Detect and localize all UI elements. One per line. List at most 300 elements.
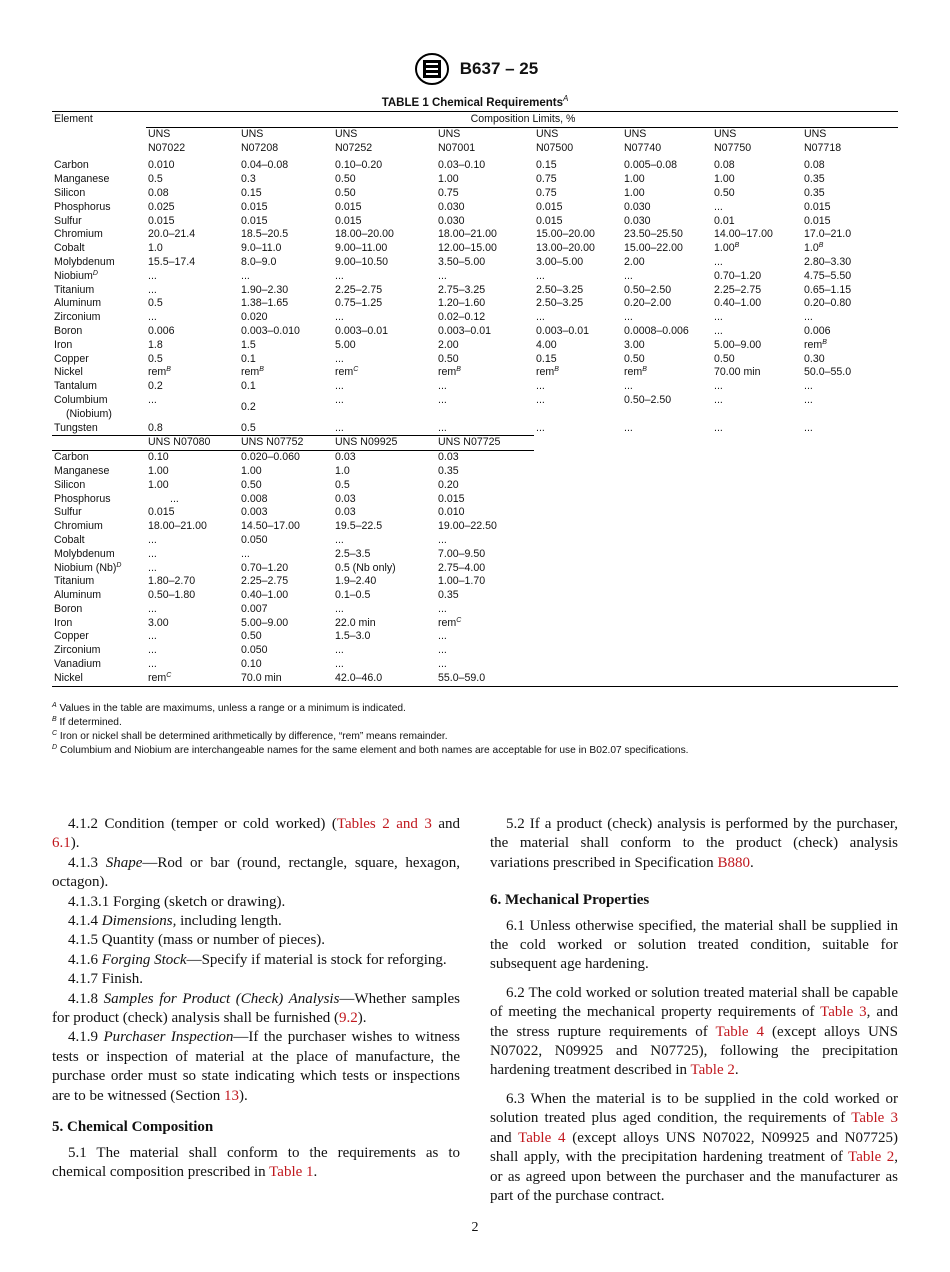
value-cell: 0.50–1.80 — [148, 589, 196, 602]
value-cell: 0.50 — [241, 630, 262, 643]
value-cell: 13.00–20.00 — [536, 242, 595, 255]
element-name: Copper — [54, 630, 89, 643]
value-cell: 0.006 — [148, 324, 175, 337]
value-cell: ... — [335, 533, 344, 546]
value-cell: 0.03–0.10 — [438, 159, 486, 172]
footnote-mark: B — [818, 242, 824, 250]
value-cell: 4.00 — [536, 338, 557, 351]
table-3-link[interactable]: Table 3 — [820, 1004, 867, 1021]
value-cell: 0.20 — [438, 478, 459, 491]
value-cell: 2.25–2.75 — [335, 283, 383, 296]
para-4-1-2: 4.1.2 Condition (temper or cold worked) (Tables 2 and 3 and 6.1). — [52, 816, 460, 852]
value-cell: 0.08 — [714, 159, 735, 172]
value-cell: ... — [714, 393, 723, 406]
value-cell: rem$^C$ — [335, 366, 359, 379]
value-cell: 0.02–0.12 — [438, 311, 486, 324]
value-cell: 15.00–22.00 — [624, 242, 683, 255]
table-2-link[interactable]: Table 2 — [690, 1062, 735, 1079]
value-cell: 0.75 — [536, 186, 557, 199]
value-cell: 0.006 — [804, 324, 831, 337]
value-cell: 0.40–1.00 — [714, 297, 762, 310]
element-name: Aluminum — [54, 297, 102, 310]
value-cell: 0.35 — [804, 186, 825, 199]
value-cell: 0.015 — [536, 200, 563, 213]
para-6-1: 6.1 Unless otherwise specified, the material shall be supplied in the cold worked or solution treated condition, suitable for subsequent age hardening. — [490, 917, 898, 973]
value-cell: 3.50–5.00 — [438, 255, 486, 268]
element-name: Phosphorus — [54, 492, 111, 505]
value-cell: ... — [536, 380, 545, 393]
element-name: Iron — [54, 338, 73, 351]
value-cell: 0.5 — [335, 478, 350, 491]
table-row — [52, 242, 898, 256]
uns-column-header: UNS N07752 — [239, 436, 333, 451]
table-header-row — [52, 112, 898, 128]
table-row — [52, 228, 898, 242]
value-cell: 0.030 — [624, 200, 651, 213]
element-name: Manganese — [54, 464, 110, 477]
para-4-1-4: 4.1.4 Dimensions, including length. — [68, 913, 282, 930]
value-cell: 0.003 — [241, 506, 268, 519]
table-row — [52, 603, 898, 617]
value-cell: ... — [624, 269, 633, 282]
page-number: 2 — [471, 1220, 479, 1235]
value-cell: 55.0–59.0 — [436, 672, 534, 686]
value-cell: 0.15 — [536, 352, 557, 365]
footnote-mark: B — [259, 366, 264, 374]
footnote-mark: D — [52, 744, 58, 751]
footnote-mark: C — [353, 366, 359, 374]
value-cell: 2.5–3.5 — [335, 547, 371, 560]
value-cell: 0.5 — [148, 173, 163, 186]
value-cell: 15.5–17.4 — [148, 255, 196, 268]
section-9-2-link[interactable]: 9.2 — [339, 1010, 358, 1027]
footnote-mark: D — [116, 561, 122, 569]
value-cell: rem$^C$ — [146, 672, 239, 686]
b880-link[interactable]: B880 — [717, 854, 750, 871]
para-4-1-3: 4.1.3 Shape—Rod or bar (round, rectangle, square, hexagon, octagon). — [52, 854, 460, 891]
element-name: Manganese — [54, 173, 110, 186]
uns-header-row-2 — [52, 436, 898, 451]
value-cell: 1.5–3.0 — [335, 630, 371, 643]
value-cell: 0.03 — [335, 506, 356, 519]
value-cell: 0.030 — [624, 214, 651, 227]
limits-header: Composition Limits, % — [146, 112, 898, 128]
element-name: Silicon — [54, 186, 86, 199]
uns-column-header: UNS N09925 — [333, 436, 436, 451]
uns-column-header: UNS N07252 — [333, 127, 436, 159]
value-cell: 0.50 — [241, 478, 262, 491]
value-cell: ... — [335, 421, 344, 434]
value-cell: 0.0008–0.006 — [624, 324, 689, 337]
table-row — [52, 353, 898, 367]
footnote-mark: B — [642, 366, 647, 374]
value-cell: 0.03 — [438, 451, 459, 464]
value-cell: ... — [241, 269, 250, 282]
value-cell: 0.35 — [438, 589, 459, 602]
element-name: Chromium — [54, 520, 103, 533]
value-cell: 0.50 — [335, 186, 356, 199]
value-cell: 1.00–1.70 — [438, 575, 486, 588]
value-cell: 70.0 min — [239, 672, 333, 686]
table-row — [52, 284, 898, 298]
value-cell: rem$^B$ — [804, 338, 827, 351]
value-cell: 20.0–21.4 — [148, 228, 196, 241]
table-4-link[interactable]: Table 4 — [715, 1023, 765, 1040]
value-cell: 0.10 — [241, 658, 262, 671]
table-row — [52, 548, 898, 562]
value-cell: 0.030 — [438, 214, 465, 227]
section-5-heading: 5. Chemical Composition — [52, 1119, 214, 1136]
value-cell: ... — [714, 421, 723, 434]
value-cell: 0.050 — [241, 644, 268, 657]
value-cell: 1.0 — [335, 464, 350, 477]
value-cell: 0.050 — [241, 533, 268, 546]
element-name: Iron — [54, 616, 73, 629]
value-cell: ... — [438, 658, 447, 671]
uns-column-header: UNS N07718 — [802, 127, 898, 159]
value-cell: 0.08 — [148, 186, 169, 199]
value-cell: ... — [438, 644, 447, 657]
value-cell: 0.015 — [335, 214, 362, 227]
uns-column-header: UNS N07080 — [146, 436, 239, 451]
table-row — [52, 534, 898, 548]
element-name: Boron — [54, 324, 83, 337]
para-4-1-9: 4.1.9 Purchaser Inspection—If the purchaser wishes to witness tests or inspection of material at the place of manufacture, the purchase order must so state indicating which tests or inspections are to be witnessed (Section 13). — [52, 1029, 461, 1104]
value-cell: 70.00 min — [714, 366, 761, 379]
value-cell: 2.50–3.25 — [536, 283, 584, 296]
value-cell: 2.50–3.25 — [536, 297, 584, 310]
value-cell: 18.00–20.00 — [335, 228, 394, 241]
value-cell: 0.2 — [241, 400, 256, 413]
footnote-mark: C — [456, 616, 462, 624]
element-name: Boron — [54, 602, 83, 615]
value-cell: 12.00–15.00 — [438, 242, 497, 255]
value-cell: 0.015 — [241, 200, 268, 213]
value-cell: 0.003–0.01 — [438, 324, 492, 337]
value-cell: 1.20–1.60 — [438, 297, 486, 310]
value-cell: 5.00 — [335, 338, 356, 351]
value-cell: 2.25–2.75 — [241, 575, 289, 588]
value-cell: ... — [438, 421, 447, 434]
para-6-3: 6.3 When the material is to be supplied in the cold worked or solution treated plus aged condition, the requirements of Table 3 and Table 4 (except alloys UNS N07022, N09925 and N07725) shall apply, with the precipitation hardening treatment of Table 2, or as agreed upon between the purchaser and the manufacturer as part of the purchase contract. — [490, 1090, 898, 1204]
value-cell: 2.80–3.30 — [804, 255, 852, 268]
table-4-link[interactable]: Table 4 — [518, 1129, 566, 1146]
value-cell: 0.015 — [335, 200, 362, 213]
value-cell: ... — [536, 311, 545, 324]
table-row — [52, 658, 898, 672]
footnote-mark: B — [52, 716, 57, 723]
value-cell: 0.1 — [241, 380, 256, 393]
value-cell: ... — [624, 311, 633, 324]
value-cell: 2.75–3.25 — [438, 283, 486, 296]
value-cell: 2.75–4.00 — [438, 561, 486, 574]
table-row — [52, 422, 898, 436]
document-code: B637 – 25 — [459, 59, 539, 78]
value-cell: ... — [335, 352, 344, 365]
element-name: Vanadium — [54, 658, 101, 671]
table-row — [52, 493, 898, 507]
value-cell: 0.03 — [335, 492, 356, 505]
value-cell: 0.50 — [438, 352, 459, 365]
value-cell: 0.65–1.15 — [804, 283, 852, 296]
value-cell: 0.04–0.08 — [241, 159, 289, 172]
element-name: Titanium — [54, 283, 95, 296]
value-cell: 1.0 — [148, 242, 163, 255]
value-cell: 0.03 — [335, 451, 356, 464]
value-cell: 0.3 — [241, 173, 256, 186]
value-cell: ... — [148, 644, 157, 657]
value-cell: ... — [335, 602, 344, 615]
value-cell: 0.35 — [438, 464, 459, 477]
element-name: Sulfur — [54, 214, 82, 227]
value-cell: 0.40–1.00 — [241, 589, 289, 602]
element-name: Niobium$^D$ — [54, 269, 98, 282]
value-cell: 0.75 — [438, 186, 459, 199]
table-row — [52, 173, 898, 187]
element-name: Sulfur — [54, 506, 82, 519]
value-cell: ... — [624, 380, 633, 393]
table-row — [52, 325, 898, 339]
table-row — [52, 297, 898, 311]
value-cell: ... — [804, 311, 813, 324]
section-6-1-link[interactable]: 6.1 — [52, 835, 71, 852]
value-cell: ... — [438, 602, 447, 615]
value-cell: 0.08 — [804, 159, 825, 172]
value-cell: 0.35 — [804, 173, 825, 186]
value-cell: 50.0–55.0 — [804, 366, 852, 379]
astm-logo-icon — [412, 52, 452, 86]
footnote-mark: B — [166, 366, 171, 374]
value-cell: 18.00–21.00 — [438, 228, 497, 241]
value-cell: 0.1 — [241, 352, 256, 365]
value-cell: ... — [536, 421, 545, 434]
value-cell: 0.1–0.5 — [335, 589, 371, 602]
element-name: Aluminum — [54, 589, 102, 602]
value-cell: 15.00–20.00 — [536, 228, 595, 241]
value-cell: 2.00 — [624, 255, 645, 268]
element-name: Tantalum — [54, 380, 97, 393]
table-footnotes — [52, 702, 898, 758]
footnote: $^D$ Columbium and Niobium are interchangeable names for the same element and both names are acceptable for use in B02.07 specifications. — [52, 744, 689, 756]
table-row — [52, 672, 898, 686]
section-6-heading: 6. Mechanical Properties — [490, 892, 650, 909]
table-1-link[interactable]: Table 1 — [269, 1163, 314, 1180]
uns-header-row — [52, 127, 898, 159]
value-cell: 2.25–2.75 — [714, 283, 762, 296]
value-cell: 0.70–1.20 — [714, 269, 762, 282]
value-cell: 0.20–0.80 — [804, 297, 852, 310]
value-cell: 2.00 — [438, 338, 459, 351]
value-cell: ... — [148, 393, 157, 406]
element-name: Niobium $(Nb)^D$ — [54, 561, 122, 574]
value-cell: 0.010 — [148, 159, 175, 172]
footnote-mark: B — [554, 366, 559, 374]
element-name: Molybdenum — [54, 547, 115, 560]
table-row — [52, 479, 898, 493]
table-row — [52, 589, 898, 603]
element-name: Cobalt — [54, 242, 85, 255]
para-4-1-7: 4.1.7 Finish. — [68, 971, 144, 988]
table-row — [52, 630, 898, 644]
value-cell: ... — [148, 561, 157, 574]
value-cell: 14.50–17.00 — [241, 520, 300, 533]
value-cell: ... — [714, 324, 723, 337]
value-cell: ... — [335, 269, 344, 282]
value-cell: 18.00–21.00 — [148, 520, 207, 533]
value-cell: 0.003–0.01 — [335, 324, 389, 337]
value-cell: 1.00 — [624, 173, 645, 186]
value-cell: 1.00 — [241, 464, 262, 477]
value-cell: 9.00–10.50 — [335, 255, 389, 268]
value-cell: 0.10 — [148, 451, 169, 464]
value-cell: 0.015 — [241, 214, 268, 227]
tables-2-3-link[interactable]: Tables 2 and 3 — [336, 816, 432, 832]
value-cell: ... — [804, 380, 813, 393]
value-cell: 8.0–9.0 — [241, 255, 277, 268]
footnote-mark: C — [166, 671, 172, 679]
value-cell: ... — [148, 311, 157, 324]
value-cell: $1.00^B$ — [714, 242, 740, 255]
table-2-link[interactable]: Table 2 — [848, 1149, 895, 1166]
value-cell: 0.025 — [148, 200, 175, 213]
element-name: Carbon — [54, 451, 89, 464]
value-cell: 0.015 — [438, 492, 465, 505]
value-cell: ... — [148, 533, 157, 546]
element-name: Cobalt — [54, 533, 85, 546]
value-cell: 0.30 — [804, 352, 825, 365]
table-caption: TABLE 1 Chemical Requirements$^A$ — [381, 94, 569, 109]
value-cell: 0.020 — [241, 311, 268, 324]
value-cell: rem$^B$ — [536, 366, 559, 379]
value-cell: ... — [624, 421, 633, 434]
uns-column-header: UNS N07022 — [146, 127, 239, 159]
value-cell: ... — [148, 283, 157, 296]
table-row — [52, 520, 898, 534]
value-cell: 3.00 — [624, 338, 645, 351]
value-cell: 19.5–22.5 — [335, 520, 383, 533]
value-cell: 17.0–21.0 — [804, 228, 852, 241]
value-cell: 42.0–46.0 — [333, 672, 436, 686]
value-cell: 0.5 (Nb only) — [335, 561, 396, 574]
value-cell: 0.20–2.00 — [624, 297, 672, 310]
value-cell: 0.015 — [536, 214, 563, 227]
value-cell: rem$^B$ — [438, 366, 461, 379]
footnote-mark: B — [822, 338, 827, 346]
element-name: Molybdenum — [54, 255, 115, 268]
value-cell: ... — [335, 644, 344, 657]
value-cell: 3.00–5.00 — [536, 255, 584, 268]
para-5-1: 5.1 The material shall conform to the requirements as to chemical composition prescribed in Table 1. — [52, 1144, 460, 1180]
value-cell: ... — [714, 255, 723, 268]
value-cell: 1.5 — [241, 338, 256, 351]
value-cell: 0.15 — [536, 159, 557, 172]
value-cell: ... — [714, 380, 723, 393]
para-4-1-8: 4.1.8 Samples for Product (Check) Analysis—Whether samples for product (check) analysis shall be furnished (9.2). — [52, 990, 461, 1027]
value-cell: 1.00 — [148, 464, 169, 477]
table-row — [52, 311, 898, 325]
value-cell: 0.015 — [148, 214, 175, 227]
table-row — [52, 506, 898, 520]
value-cell: 1.9–2.40 — [335, 575, 377, 588]
value-cell: 0.010 — [438, 506, 465, 519]
value-cell: ... — [335, 311, 344, 324]
value-cell: rem$^C$ — [438, 616, 462, 629]
value-cell: 0.2 — [148, 380, 163, 393]
element-name: Columbium (Niobium) — [54, 393, 112, 420]
table-row — [52, 562, 898, 576]
para-4-1-5: 4.1.5 Quantity (mass or number of pieces). — [68, 932, 326, 949]
value-cell: rem$^B$ — [624, 366, 647, 379]
uns-column-header: UNS N07750 — [712, 127, 802, 159]
table-row — [52, 644, 898, 658]
footnote: $^C$ Iron or nickel shall be determined arithmetically by difference, “rem” means remainder. — [52, 730, 448, 742]
value-cell: rem$^B$ — [241, 366, 264, 379]
value-cell: 1.00 — [714, 173, 735, 186]
value-cell: 0.50 — [335, 173, 356, 186]
value-cell: 9.00–11.00 — [335, 242, 388, 255]
value-cell: 3.00 — [148, 616, 169, 629]
value-cell: 1.90–2.30 — [241, 283, 289, 296]
element-name: Zirconium — [54, 311, 101, 324]
value-cell: 0.8 — [148, 421, 163, 434]
table-row — [52, 617, 898, 631]
value-cell: 0.007 — [241, 602, 268, 615]
value-cell: 5.00–9.00 — [241, 616, 289, 629]
value-cell: 0.003–0.010 — [241, 324, 300, 337]
element-name: Tungsten — [54, 421, 98, 434]
value-cell: ... — [148, 602, 157, 615]
value-cell: ... — [335, 380, 344, 393]
value-cell: 0.70–1.20 — [241, 561, 289, 574]
value-cell: ... — [804, 393, 813, 406]
uns-column-header: UNS N07208 — [239, 127, 333, 159]
value-cell: ... — [438, 380, 447, 393]
value-cell: 1.38–1.65 — [241, 297, 289, 310]
value-cell: ... — [804, 421, 813, 434]
value-cell: 22.0 min — [335, 616, 376, 629]
table-row — [52, 339, 898, 353]
value-cell: 7.00–9.50 — [438, 547, 486, 560]
footnote: $^B$ If determined. — [52, 716, 122, 728]
value-cell: 0.15 — [241, 186, 262, 199]
value-cell: 1.00 — [148, 478, 169, 491]
value-cell: 0.020–0.060 — [241, 451, 300, 464]
table-row — [52, 451, 898, 465]
element-name: Nickel — [54, 366, 83, 379]
footnote-mark: B — [456, 366, 461, 374]
value-cell: ... — [335, 393, 344, 406]
value-cell: 0.50 — [714, 186, 735, 199]
value-cell: 1.00 — [624, 186, 645, 199]
table-row — [52, 380, 898, 394]
value-cell: 0.005–0.08 — [624, 159, 678, 172]
value-cell: ... — [714, 311, 723, 324]
section-13-link[interactable]: 13 — [224, 1087, 240, 1104]
table-row — [52, 394, 898, 422]
value-cell: 0.015 — [804, 214, 831, 227]
table-3-link[interactable]: Table 3 — [851, 1110, 898, 1127]
value-cell: 14.00–17.00 — [714, 228, 773, 241]
value-cell: ... — [148, 658, 157, 671]
element-name: Chromium — [54, 228, 103, 241]
value-cell: 0.015 — [148, 506, 175, 519]
table-row — [52, 201, 898, 215]
chemical-requirements-table — [52, 111, 898, 687]
value-cell: 0.10–0.20 — [335, 159, 383, 172]
element-name: Nickel — [52, 672, 146, 686]
element-name: Zirconium — [54, 644, 101, 657]
value-cell: 5.00–9.00 — [714, 338, 762, 351]
